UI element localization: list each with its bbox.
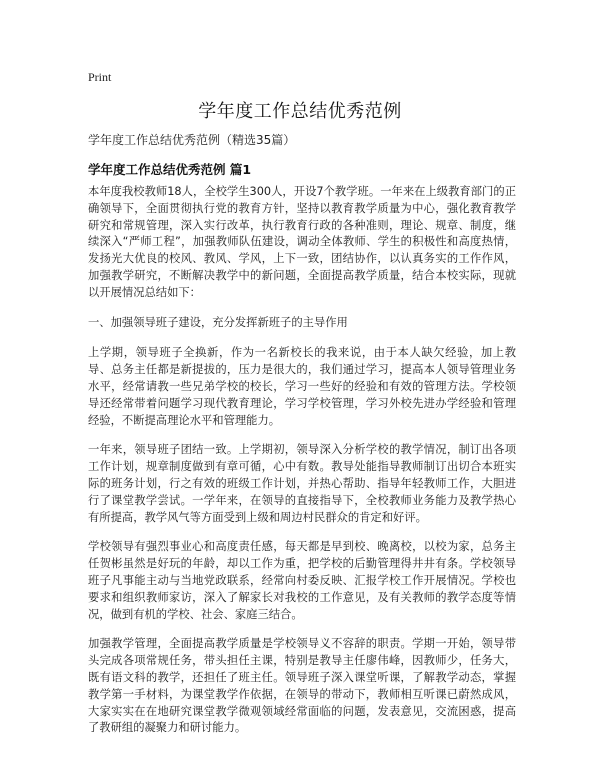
document-subtitle: 学年度工作总结优秀范例（精选35篇） bbox=[88, 133, 296, 147]
page-title: 学年度工作总结优秀范例 bbox=[198, 101, 402, 122]
print-link[interactable]: Print bbox=[88, 70, 112, 84]
section-heading: 学年度工作总结优秀范例 篇1 bbox=[88, 162, 252, 177]
paragraph-intro: 本年度我校教师18人，全校学生300人，开设7个教学班。一年来在上级教育部门的正确领导下，全面贯彻执行党的教育方针，坚持以教育教学质量为中心，强化教育教学研究和常规管理，深入实行改革，执行教育行政的各种准则，理论、规章、制度，继续深入“严师工程”，加强教师队伍建设，调动全体教师、学生的积极性和高度热情，发扬光大优良的校风、教风、学风，上下一致，团结协作，以认真务实的工作作风，加强教学研究，不断解决教学中的新问题，全面提高教学质量，结合本校实际，现就以开展情况总结如下： bbox=[88, 185, 516, 299]
paragraph-leadership: 上学期，领导班子全换新，作为一名新校长的我来说，由于本人缺欠经验，加上教导、总务主任都是新提拔的，压力是很大的，我们通过学习，提高本人领导管理业务水平，经常请教一些兄弟学校的校长，学习一些好的经验和有效的管理方法。学校领导还经常带着问题学习现代教育理论，学习学校管理，学习外校先进办学经验和管理经验，不断提高理论水平和管理能力。 bbox=[88, 346, 516, 427]
paragraph-teaching-management: 加强教学管理，全面提高教学质量是学校领导义不容辞的职责。学期一开始，领导带头完成各项常规任务，带头担任主课，特别是教导主任廖伟峰，因教师少，任务大，既有语文科的教学，还担任了班主任。领导班子深入课堂听课，了解教学动态，掌握教学第一手材料，为课堂教学作依据，在领导的带动下，教师相互听课已蔚然成风，大家实实在在地研究课堂教学微观领域经常面临的问题，发表意见，交流困惑，提高了教研组的凝聚力和研讨能力。 bbox=[88, 637, 516, 735]
paragraph-unity: 一年来，领导班子团结一致。上学期初，领导深入分析学校的教学情况，制订出各项工作计划，规章制度做到有章可循，心中有数。教导处能指导教师制订出切合本班实际的班务计划，行之有效的班级工作计划，并热心帮助、指导年轻教师工作，大胆进行了课堂教学尝试。一学年来，在领导的直接指导下，全校教师业务能力及教学热心有所提高，教学风气等方面受到上级和周边村民群众的肯定和好评。 bbox=[88, 443, 516, 524]
paragraph-responsibility: 学校领导有强烈事业心和高度责任感，每天都是早到校、晚离校，以校为家，总务主任贺彬虽然是好玩的年龄，却以工作为重，把学校的后勤管理得井井有条。学校领导班子凡事能主动与当地党政联系，经常向村委反映、汇报学校工作开展情况。学校也要求和组织教师家访，深入了解家长对我校的工作意见，及有关教师的教学态度等情况，做到有机的学校、社会、家庭三结合。 bbox=[88, 540, 516, 621]
subsection-heading: 一、加强领导班子建设，充分发挥新班子的主导作用 bbox=[88, 315, 348, 329]
article-body bbox=[88, 184, 516, 750]
